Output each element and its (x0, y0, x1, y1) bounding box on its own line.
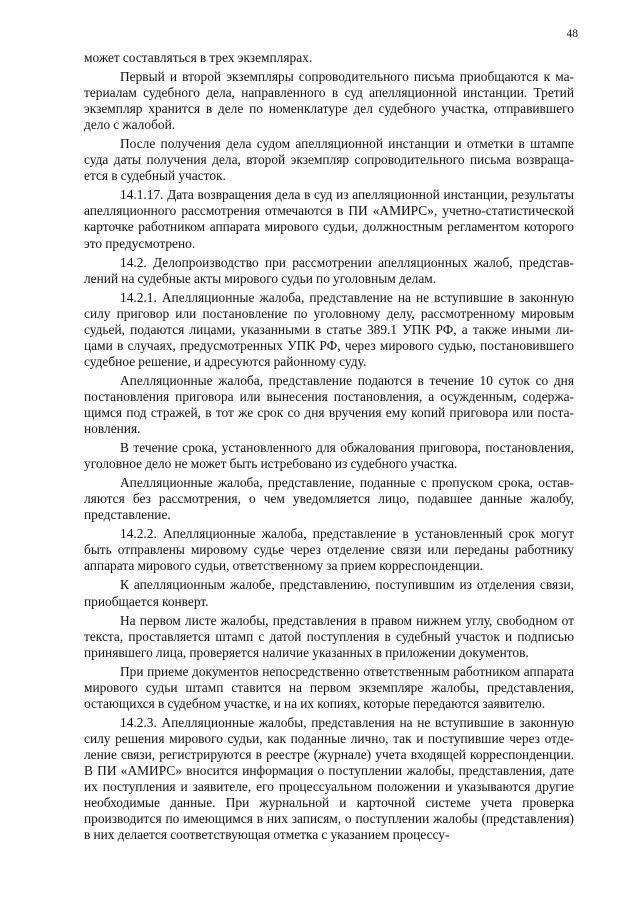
paragraph-14-2: 14.2. Делопроизводство при рассмотрении апелляционных жалоб, представлений на судебные акты мирового судьи по уголовным делам. (84, 254, 574, 286)
page-body (84, 50, 574, 843)
paragraph-missed-term: Апелляционные жалоба, представление, поданные с пропуском срока, оставляются без рассмотрения, о чем уведомляется лицо, подавшее данные жалобу, представление. (84, 475, 574, 523)
paragraph-14-2-2: 14.2.2. Апелляционные жалоба, представление в установленный срок могут быть отправлены мировому судье через отделение связи или переданы работнику аппарата мирового судьи, ответственному за прием корреспонденции. (84, 526, 574, 574)
paragraph-stamp: На первом листе жалобы, представления в правом нижнем углу, свободном от текста, проставляется штамп с датой поступления в судебный участок и подписью принявшего лица, проверяется наличие указанных в приложении документов. (84, 612, 574, 660)
paragraph-14-1-17: 14.1.17. Дата возвращения дела в суд из апелляционной инстанции, результаты апелляционного рассмотрения отмечаются в ПИ «АМИРС», учетно-статистической карточке работником аппарата мирового судьи, должностным регламентом которого это предусмотрено. (84, 187, 574, 251)
paragraph-appeal-term: Апелляционные жалоба, представление подаются в течение 10 суток со дня постановления приговора или вынесения постановления, а осужденным, содержащимся под стражей, в тот же срок со дня вручения ему копий приговора или постановления. (84, 372, 574, 437)
paragraph-copies: Первый и второй экземпляры сопроводительного письма приобщаются к материалам судебного дела, направленного в суд апелляционной инстанции. Третий экземпляр хранится в деле по номенклатуре дел судебного участка, отправившего дело с жалобой. (84, 69, 574, 133)
paragraph-case-retention: В течение срока, установленного для обжалования приговора, постановления, уголовное дело не может быть истребовано из судебного участка. (84, 440, 574, 472)
paragraph-continuation: может составляться в трех экземплярах. (84, 50, 313, 65)
paragraph-envelope: К апелляционным жалобе, представлению, поступившим из отделения связи, приобщается конверт. (84, 577, 574, 609)
paragraph-direct-receipt: При приеме документов непосредственно ответственным работником аппарата мирового судьи штамп ставится на первом экземпляре жалобы, представления, остающихся в судебном участке, и на их копиях, которые передаются заявителю. (84, 663, 574, 711)
paragraph-return-copy: После получения дела судом апелляционной инстанции и отметки в штампе суда даты получения дела, второй экземпляр сопроводительного письма возвращается в судебный участок. (84, 136, 574, 184)
paragraph-14-2-3: 14.2.3. Апелляционные жалобы, представления на не вступившие в законную силу решения мирового судьи, как поданные лично, так и поступившие через отделение связи, регистрируются в реестре (журнале) учета входящей корреспонденции. В ПИ «АМИРС» вносится информация о поступлении жалобы, представления, дате их поступления и заявителе, его процессуальном положении и указываются другие необходимые данные. При журнальной и карточной системе учета проверка производится по имеющимся в них записям, о поступлении жалобы (представления) в них делается соответствующая отметка с указанием процессу- (84, 714, 574, 843)
paragraph-14-2-1: 14.2.1. Апелляционные жалоба, представление на не вступившие в законную силу приговор или постановление по уголовному делу, рассмотренному мировым судьей, подаются лицами, указанными в статье 389.1 УПК РФ, а также иными лицами в случаях, предусмотренных УПК РФ, через мирового судью, постановившего судебное решение, и адресуются районному суду. (84, 289, 574, 369)
page-number: 48 (566, 28, 578, 40)
